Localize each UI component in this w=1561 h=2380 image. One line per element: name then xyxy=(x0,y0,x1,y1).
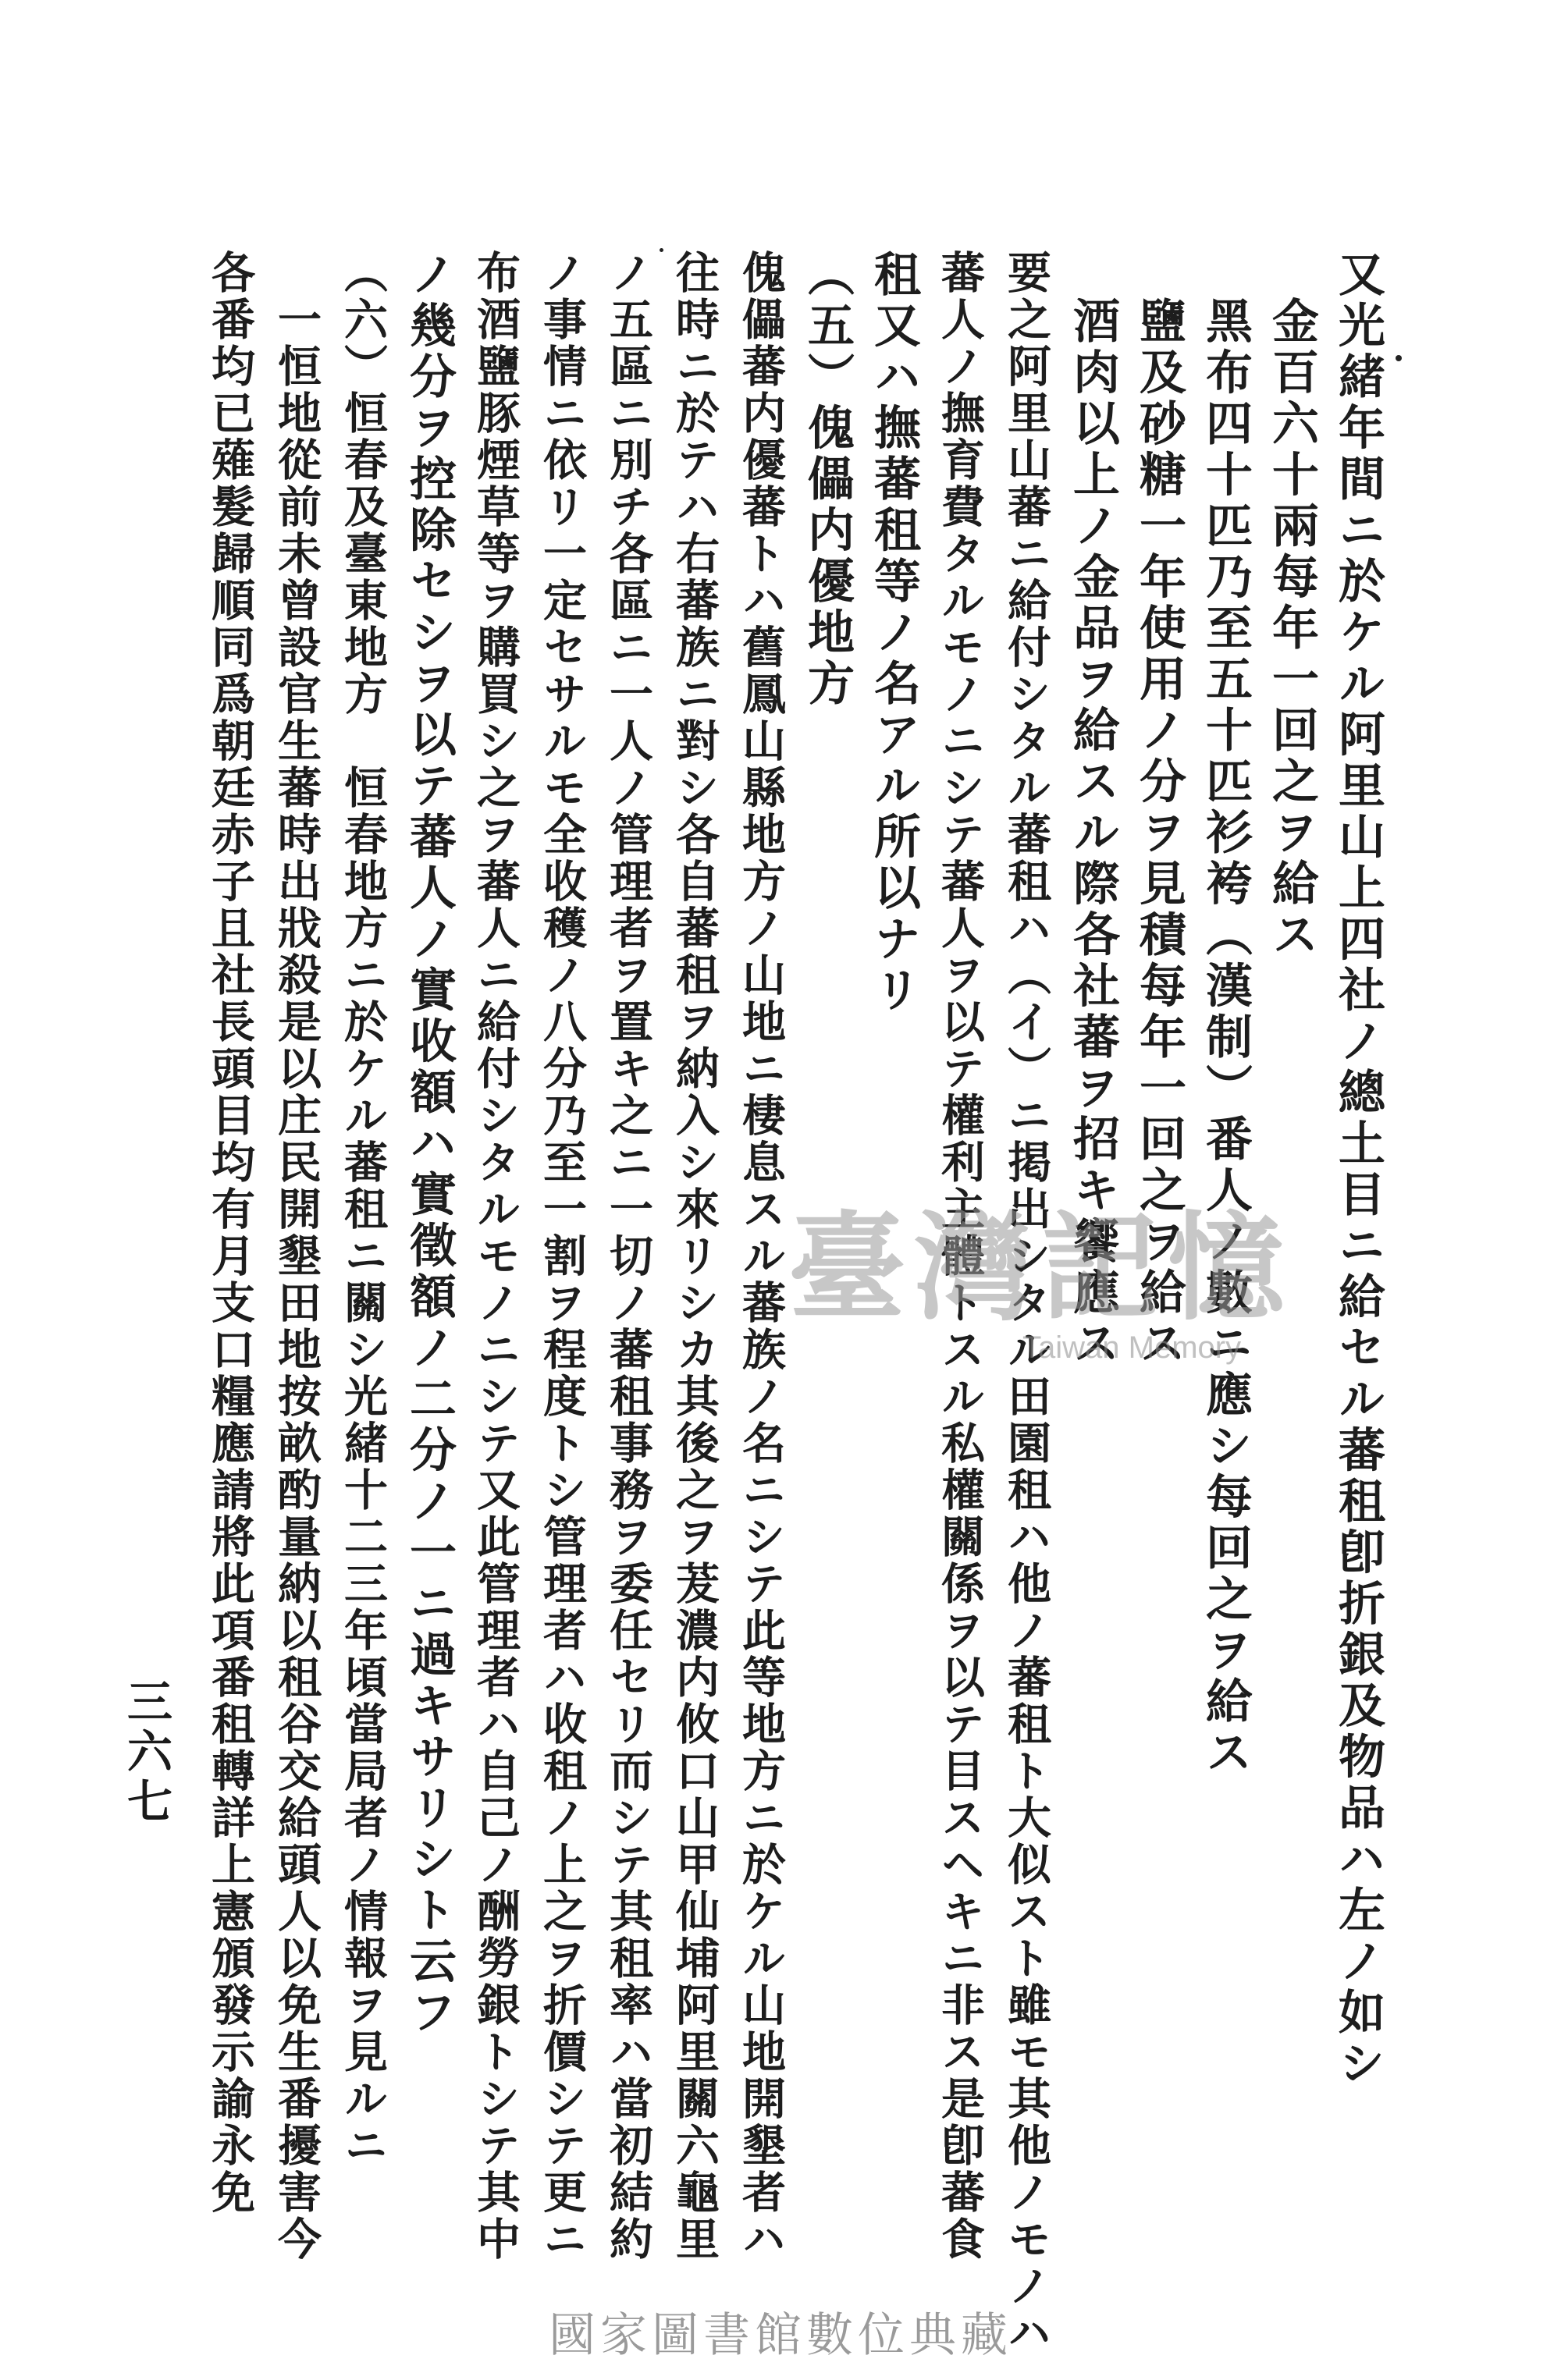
text-line-17: 一恒地從前未曾設官生蕃時出戕殺是以庄民開墾田地按畝酌量納以租谷交給頭人以免生番擾害今 xyxy=(271,297,322,2263)
text-line-11: 往時ニ於テハ右蕃族ニ對シ各自蕃租ヲ納入シ來リシカ其後之ヲ茇濃内攸口山甲仙埔阿里關六龜里 xyxy=(669,250,720,2263)
watermark-logo xyxy=(788,1199,1303,1381)
text-line-5: 酒肉以上ノ金品ヲ給スル際各社蕃ヲ招キ饗應ス xyxy=(1065,297,1120,1370)
section-heading-5: （五）傀儡内優地方 xyxy=(800,250,855,710)
text-line-2: 金百六十兩每年一回之ヲ給ス xyxy=(1264,297,1319,961)
section-heading-6: （六）恒春及臺東地方 恒春地方ニ於ケル蕃租ニ關シ光緒十二三年頃當局者ノ情報ヲ見ルニ xyxy=(337,250,389,2169)
text-line-14: 布酒鹽豚煙草等ヲ購買シ之ヲ蕃人ニ給付シタルモノニシテ又此管理者ハ自己ノ酬勞銀トシテ其中 xyxy=(470,250,521,2263)
text-line-3: 黑布四十匹乃至五十匹衫袴（漢制）番人ノ數ニ應シ每回之ヲ給ス xyxy=(1198,297,1253,1779)
text-line-18: 各番均已薙髮歸順同爲朝廷赤子且社長頭目均有月支口糧應請將此項番租轉詳上憲頒發示諭永免 xyxy=(204,250,256,2216)
text-line-7: 蕃人ノ撫育費タルモノニシテ蕃人ヲ以テ權利主體トスル私權關係ヲ以テ目スヘキニ非ス是卽蕃食 xyxy=(934,250,986,2263)
text-line-13: ノ事情ニ依リ一定セサルモ全收穫ノ八分乃至一割ヲ程度トシ管理者ハ收租ノ上之ヲ折價シテ更ニ xyxy=(536,250,588,2263)
ink-speck xyxy=(1396,355,1402,361)
text-line-8: 租又ハ撫蕃租等ノ名アル所以ナリ xyxy=(866,250,921,1017)
footer-credit: 國家圖書館數位典藏 xyxy=(549,2308,1012,2363)
text-line-12: ノ五區ニ別チ各區ニ一人ノ管理者ヲ置キ之ニ一切ノ蕃租事務ヲ委任セリ而シテ其租率ハ當初結約 xyxy=(603,250,654,2263)
text-line-15: ノ幾分ヲ控除セシヲ以テ蕃人ノ實收額ハ實徵額ノ二分ノ一ニ過キサリシト云フ xyxy=(402,250,457,2039)
ink-speck xyxy=(660,248,663,252)
text-line-4: 鹽及砂糖一年使用ノ分ヲ見積每年一回之ヲ給ス xyxy=(1132,297,1186,1370)
watermark-main-text: 臺灣記憶 xyxy=(788,1199,1295,1337)
page-number: 三六七 xyxy=(119,1678,172,1828)
text-line-1: 又光緒年間ニ於ケル阿里山上四社ノ總土目ニ給セル蕃租卽折銀及物品ハ左ノ如シ xyxy=(1331,250,1385,2090)
text-line-10: 傀儡蕃内優蕃トハ舊鳳山縣地方ノ山地ニ棲息スル蕃族ノ名ニシテ此等地方ニ於ケル山地開墾者ハ xyxy=(735,250,787,2263)
watermark-sub-text: Taiwan Memory xyxy=(1022,1330,1242,1365)
text-line-6: 要之阿里山蕃ニ給付シタル蕃租ハ（イ）ニ掲出シタル田園租ハ他ノ蕃租ト大似スト雖モ其他ノモノハ xyxy=(1001,250,1052,2357)
